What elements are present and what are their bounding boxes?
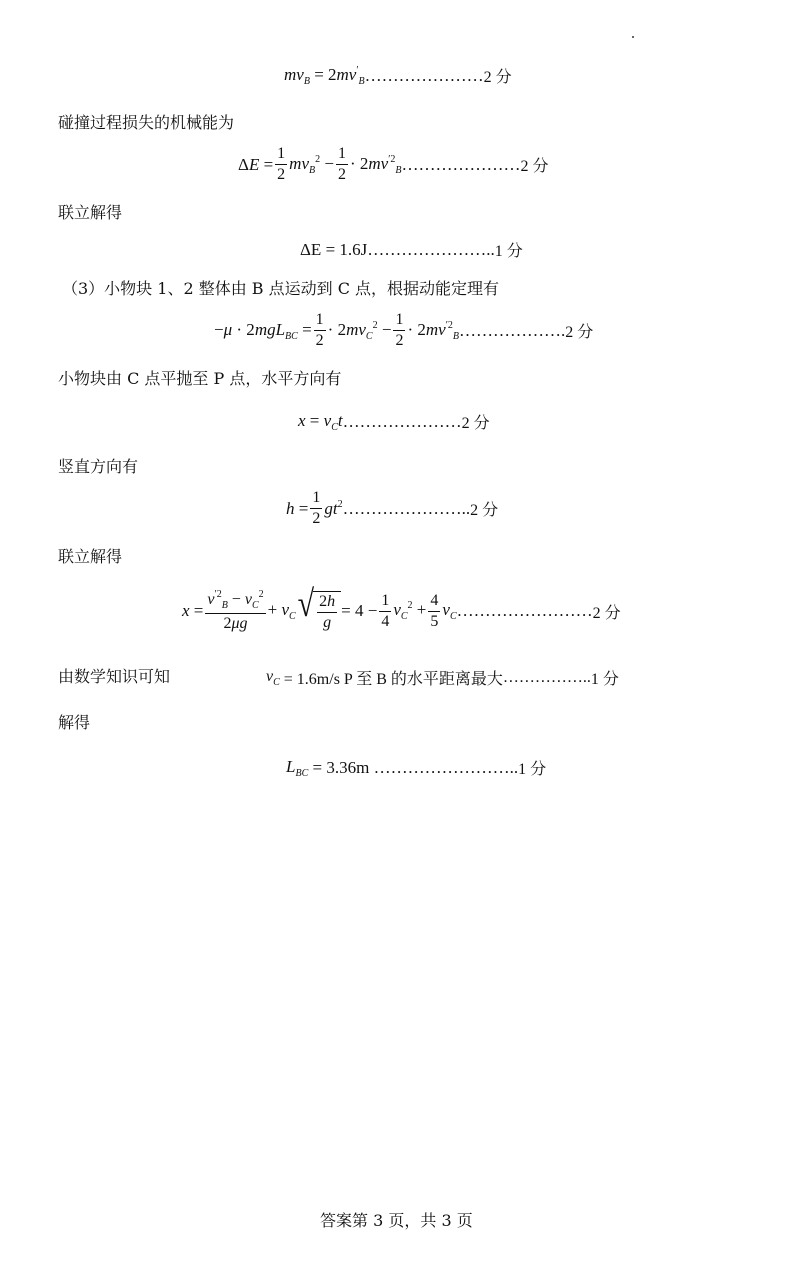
vc-result: $v_C$ = 1.6m/s P 至 B 的水平距离最大 …………….. 1 分 (266, 667, 619, 688)
score-label: 2 分 (520, 158, 549, 175)
vc-value: = 1.6m/s P 至 B 的水平距离最大 (283, 671, 503, 688)
leader-dots: …………….. (502, 668, 591, 686)
scan-dot (632, 36, 634, 38)
page-footer: 答案第 3 页，共 3 页 (320, 1211, 473, 1230)
score-label: 2 分 (461, 415, 490, 432)
leader-dots: ………………… (364, 65, 484, 85)
score-label: 1 分 (494, 243, 523, 260)
projectile-intro: 小物块由 C 点平抛至 P 点，水平方向有 (58, 369, 342, 388)
solve-together-2: 联立解得 (58, 547, 123, 566)
vertical-equation: h = $\frac{1}{2}$ $gt^2$ ………………….. 2 分 (286, 489, 499, 527)
leader-dots: ………………….. (367, 239, 495, 259)
collision-loss-intro: 碰撞过程损失的机械能为 (58, 113, 235, 132)
score-label: 2 分 (470, 502, 499, 519)
lbc-result: $L_{BC}$ = 3.36m …………………….. 1 分 (286, 756, 547, 779)
score-label: 2 分 (483, 69, 512, 86)
solve-label: 解得 (58, 713, 91, 732)
leader-dots: ………………. (458, 320, 566, 340)
delta-e-value: ΔE = 1.6J (300, 239, 368, 259)
score-label: 2 分 (565, 324, 594, 341)
part3-intro: （3）小物块 1、2 整体由 B 点运动到 C 点，根据动能定理有 (62, 279, 500, 298)
score-label: 1 分 (590, 671, 619, 688)
leader-dots: ………………….. (342, 498, 471, 518)
momentum-equation: $mv_B = 2mv'_B$ ………………… 2 分 (284, 64, 512, 87)
math-knowledge-label: 由数学知识可知 (58, 667, 171, 686)
leader-dots: …………………….. (373, 757, 519, 777)
x-expression-equation: x = $\frac{v^{'2}_B - v_C^2}{2\mu g}$ + $v_C$ √ $\frac{2h}{g}$ = 4 − $\frac{1}{4}$ $v_C^2$ + $\frac{4}{5}$ $v_C$ …………………… 2 分 (182, 583, 621, 632)
delta-e-result (300, 238, 523, 261)
score-label: 2 分 (592, 604, 621, 622)
vertical-intro: 竖直方向有 (58, 457, 139, 476)
lbc-value: = 3.36m (312, 757, 370, 777)
horizontal-equation: $x = v_Ct$ ………………… 2 分 (298, 410, 490, 433)
leader-dots: …………………… (456, 601, 593, 620)
leader-dots: ………………… (342, 411, 462, 431)
leader-dots: ………………… (401, 154, 521, 174)
solve-together-1: 联立解得 (58, 203, 123, 222)
work-energy-equation: −μ · 2mgL$_{BC}$ = $\frac{1}{2}$ · $2mv_C^2$ − $\frac{1}{2}$ · $2mv^{'2}_B$ ………………. 2 分 (214, 311, 594, 349)
energy-loss-equation: ΔE = $\frac{1}{2}$ $mv_B^2$ − $\frac{1}{2}$ · $2mv^{'2}_B$ ………………… 2 分 (238, 145, 549, 183)
score-label: 1 分 (518, 761, 547, 778)
